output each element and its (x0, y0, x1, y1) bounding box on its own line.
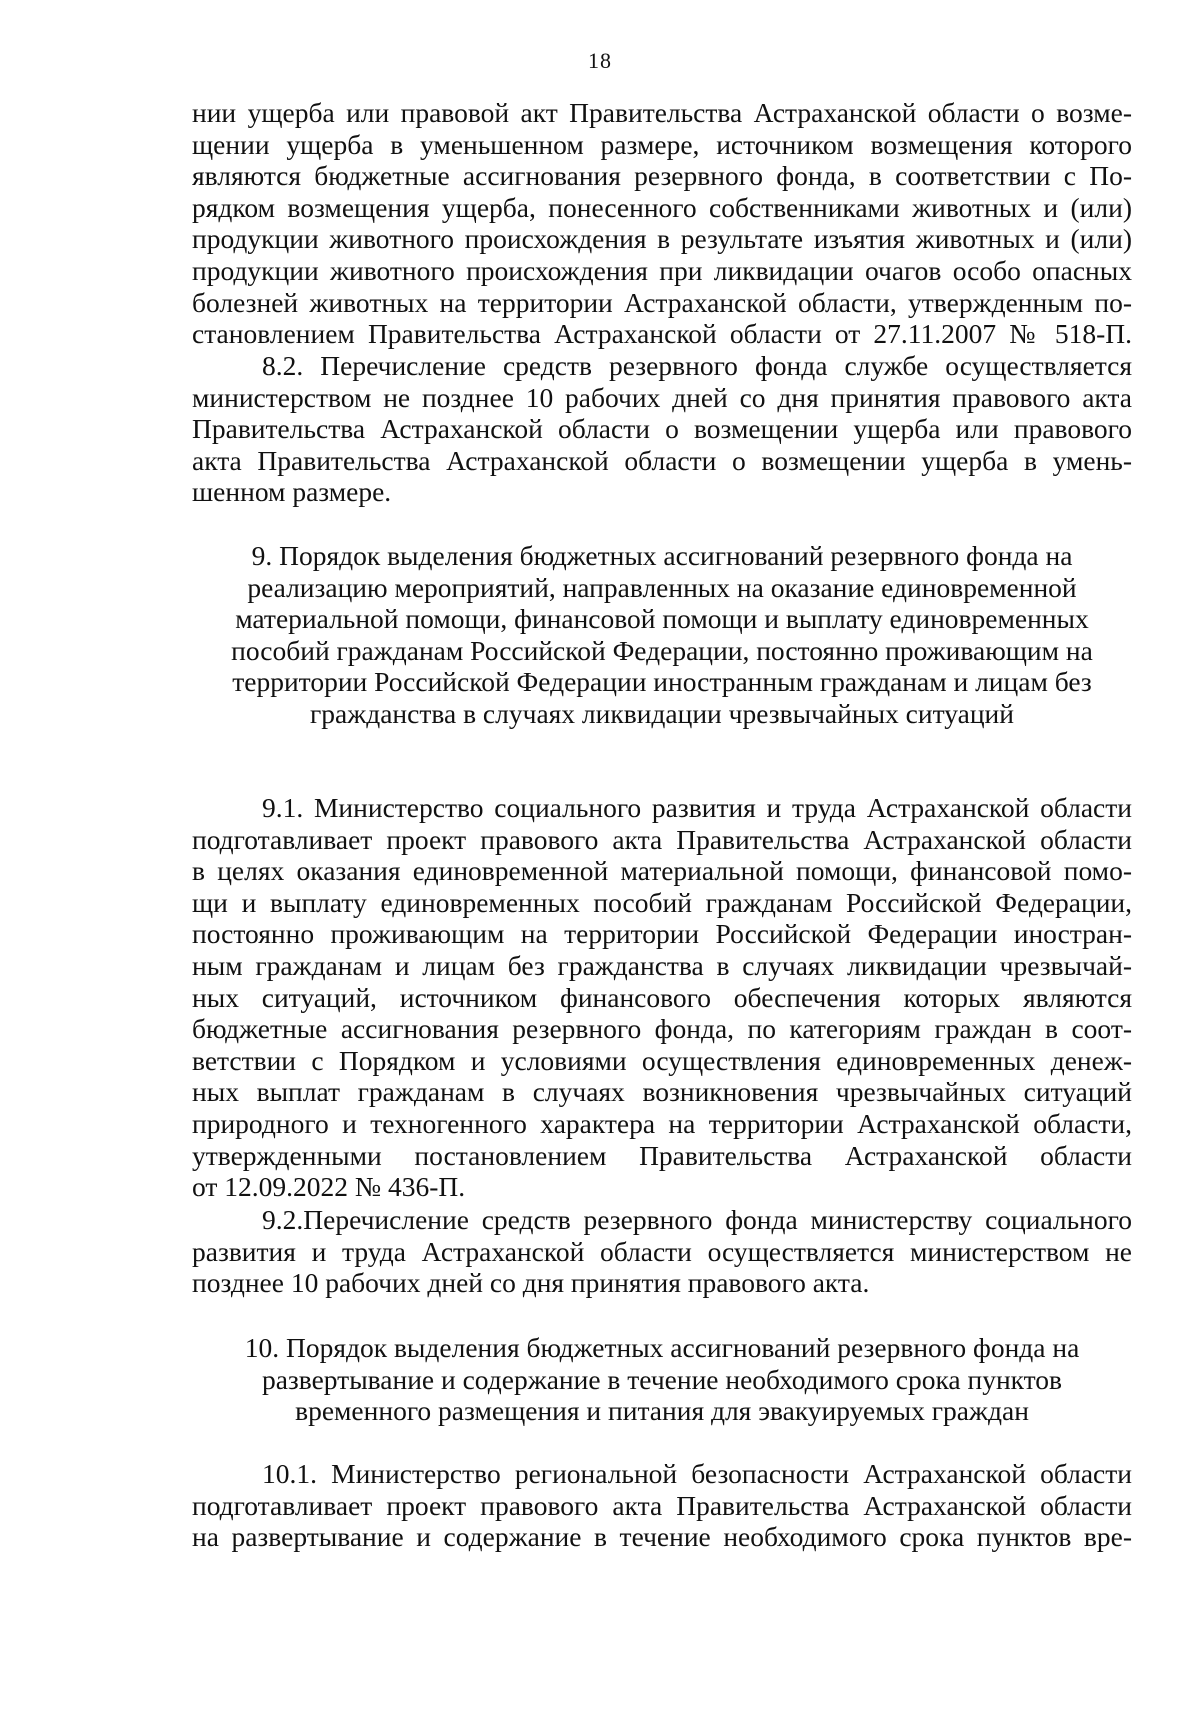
text-line: рядком возмещения ущерба, понесенного собственниками животных и (или) (192, 191, 1132, 223)
heading-line: пособий гражданам Российской Федерации, постоянно проживающим на (231, 634, 1093, 666)
text-line: болезней животных на территории Астраханской области, утвержденным по- (192, 286, 1132, 318)
text-line: в целях оказания единовременной материальной помощи, финансовой помо- (192, 855, 1132, 887)
heading-line: материальной помощи, финансовой помощи и выплату единовременных (235, 603, 1089, 635)
text-line: ветствии с Порядком и условиями осуществления единовременных денеж- (192, 1044, 1132, 1076)
text-line: являются бюджетные ассигнования резервного фонда, в соответствии с По- (192, 160, 1132, 192)
heading-line: гражданства в случаях ликвидации чрезвычайных ситуаций (310, 697, 1014, 729)
text-line: щении ущерба в уменьшенном размере, источником возмещения которого (192, 128, 1132, 160)
paragraph-10-1 (192, 1458, 1132, 1553)
text-line: подготавливает проект правового акта Правительства Астраханской области (192, 1489, 1132, 1521)
text-line: продукции животного происхождения при ликвидации очагов особо опасных (192, 254, 1132, 286)
heading-line: 9. Порядок выделения бюджетных ассигнований резервного фонда на (251, 540, 1073, 571)
text-line: на развертывание и содержание в течение необходимого срока пунктов вре- (192, 1521, 1132, 1553)
text-line: щи и выплату единовременных пособий гражданам Российской Федерации, (192, 886, 1132, 918)
text-line: развития и труда Астраханской области осуществляется министерством не (192, 1235, 1132, 1267)
text-line: нии ущерба или правовой акт Правительства Астраханской области о возме- (192, 97, 1132, 128)
section-heading-9 (192, 540, 1132, 730)
heading-line: развертывание и содержание в течение необходимого срока пунктов (261, 1363, 1063, 1395)
text-line: ных ситуаций, источником финансового обеспечения которых являются (192, 981, 1132, 1013)
text-line: 9.2.Перечисление средств резервного фонда министерству социального (262, 1204, 1132, 1235)
text-line: 9.1. Министерство социального развития и труда Астраханской области (262, 792, 1132, 823)
text-line: Правительства Астраханской области о возмещении ущерба или правового (192, 413, 1132, 445)
text-line: утвержденными постановлением Правительства Астраханской области (192, 1139, 1132, 1171)
heading-line: временного размещения и питания для эвакуируемых граждан (295, 1395, 1029, 1427)
heading-line: территории Российской Федерации иностранным гражданам и лицам без (232, 666, 1092, 698)
text-line: ных выплат гражданам в случаях возникновения чрезвычайных ситуаций (192, 1076, 1132, 1108)
page-number: 18 (588, 48, 612, 73)
text-line: позднее 10 рабочих дней со дня принятия правового акта. (192, 1267, 870, 1299)
text-line: министерством не позднее 10 рабочих дней со дня принятия правового акта (192, 381, 1132, 413)
text-line: становлением Правительства Астраханской области от 27.11.2007 № 518-П. (192, 318, 1132, 350)
text-line: постоянно проживающим на территории Российской Федерации иностран- (192, 918, 1132, 950)
text-line: акта Правительства Астраханской области о возмещении ущерба в умень- (192, 444, 1132, 476)
heading-line: 10. Порядок выделения бюджетных ассигнований резервного фонда на (244, 1332, 1080, 1363)
text-line: продукции животного происхождения в результате изъятия животных и (или) (192, 223, 1132, 255)
text-line: природного и техногенного характера на территории Астраханской области, (192, 1107, 1132, 1139)
paragraph-9-1 (192, 792, 1132, 1203)
text-line: 8.2. Перечисление средств резервного фонда службе осуществляется (262, 350, 1132, 381)
section-heading-10 (192, 1332, 1132, 1427)
text-line: 10.1. Министерство региональной безопасности Астраханской области (262, 1458, 1132, 1489)
text-line: от 12.09.2022 № 436-П. (192, 1171, 466, 1203)
heading-line: реализацию мероприятий, направленных на оказание единовременной (247, 571, 1077, 603)
paragraph-8-2 (192, 350, 1132, 508)
text-line: ным гражданам и лицам без гражданства в случаях ликвидации чрезвычай- (192, 949, 1132, 981)
text-line: шенном размере. (192, 476, 392, 508)
text-line: подготавливает проект правового акта Правительства Астраханской области (192, 823, 1132, 855)
text-line: бюджетные ассигнования резервного фонда, по категориям граждан в соот- (192, 1013, 1132, 1045)
paragraph-9-2 (192, 1204, 1132, 1299)
paragraph-continuation (192, 97, 1132, 350)
